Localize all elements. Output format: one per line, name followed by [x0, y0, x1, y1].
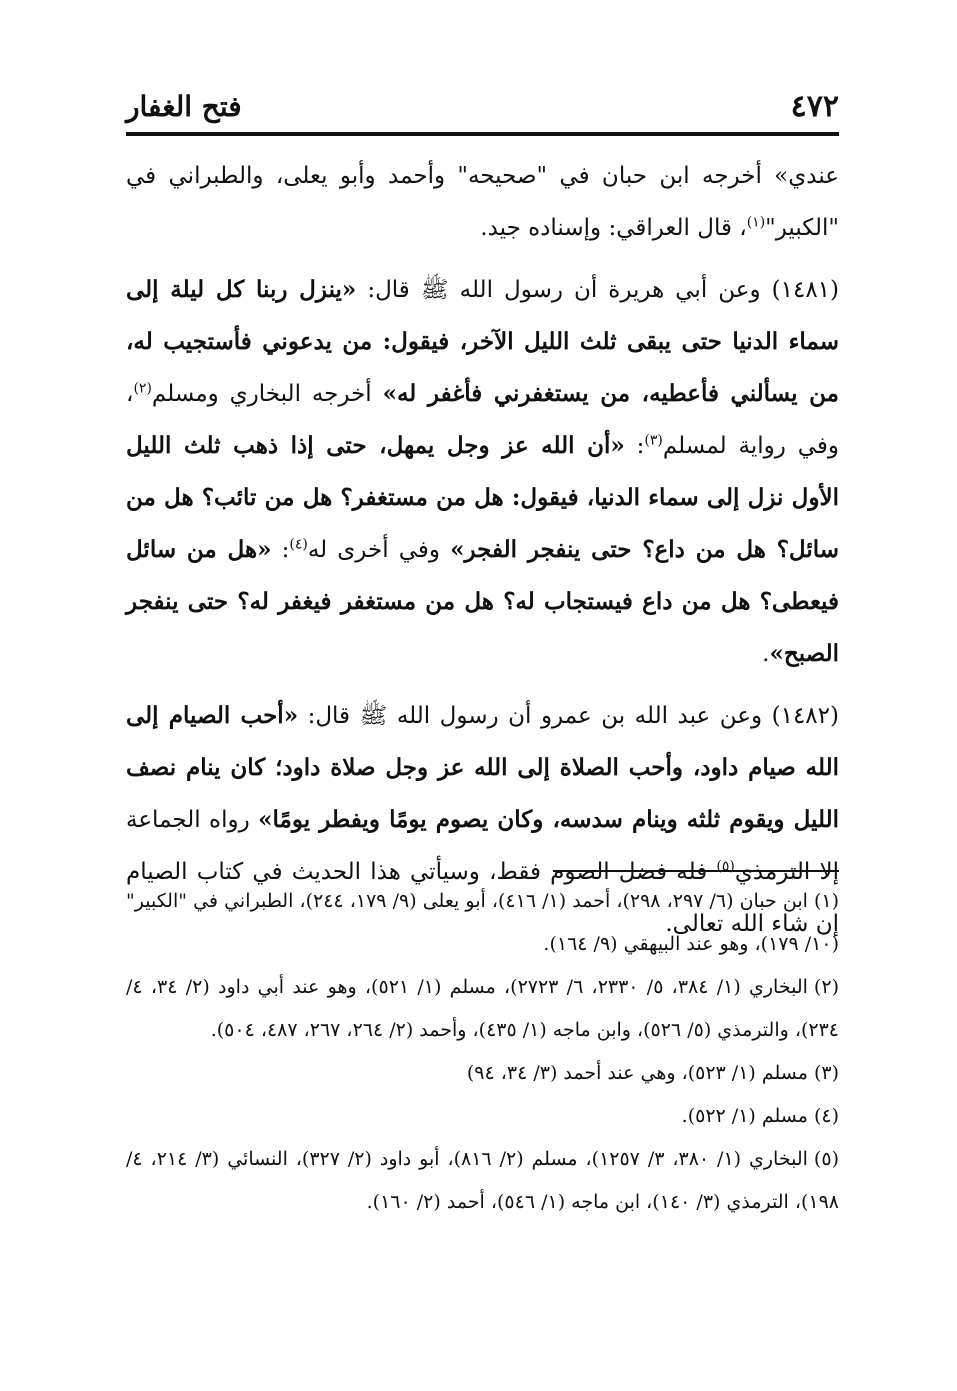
- text-run: أخرجه البخاري ومسلم: [151, 381, 383, 407]
- footnote-ref: (٣): [644, 432, 663, 449]
- footnote-ref: (٤): [289, 536, 308, 553]
- footnote-separator: [553, 870, 839, 872]
- hadith-number: (١٤٨١): [771, 277, 840, 303]
- footnote-number: (٤): [813, 1105, 839, 1127]
- text-run: عندي» أخرجه ابن حبان في "صحيحه" وأحمد وأبو يعلى، والطبراني في "الكبير": [126, 163, 839, 241]
- text-run: ، وفي رواية لمسلم: [126, 381, 839, 459]
- footnote-text: مسلم (١/ ٥٢٢).: [681, 1105, 808, 1127]
- hadith-matn: «ينزل ربنا كل ليلة إلى سماء الدنيا حتى يبقى ثلث الليل الآخر، فيقول: من يدعوني فأستجيب له، من يسألني فأعطيه، من يستغفرني فأغفر له»: [126, 276, 839, 407]
- footnote-4: [126, 1095, 839, 1138]
- main-text: [126, 150, 839, 950]
- hadith-matn: «أن الله عز وجل يمهل، حتى إذا ذهب ثلث الليل الأول نزل إلى سماء الدنيا، فيقول: هل من مستغفر؟ هل من تائب؟ هل من سائل؟ هل من داع؟ حتى ينفجر الفجر»: [126, 432, 839, 563]
- hadith-1481: [126, 264, 839, 680]
- text-run: وفي أخرى له: [307, 537, 451, 563]
- book-title: فتح الغفار: [126, 89, 242, 123]
- hadith-matn: «أحب الصيام إلى الله صيام داود، وأحب الصلاة إلى الله عز وجل صلاة داود؛ كان ينام نصف الليل ويقوم ثلثه وينام سدسه، وكان يصوم يومًا ويفطر يومًا»: [126, 702, 839, 833]
- hadith-matn: «هل من سائل فيعطى؟ هل من داع فيستجاب له؟ هل من مستغفر فيغفر له؟ حتى ينفجر الصبح»: [126, 536, 839, 667]
- header-rule: [126, 132, 839, 136]
- text-run: رواه الجماعة إلا الترمذي: [126, 807, 839, 885]
- footnote-text: مسلم (١/ ٥٢٣)، وهي عند أحمد (٣/ ٣٤، ٩٤): [466, 1062, 808, 1084]
- footnote-ref: (٢): [133, 380, 152, 397]
- footnote-ref: (١): [746, 214, 766, 231]
- footnote-number: (١): [813, 890, 839, 912]
- paragraph-continuation: [126, 150, 839, 254]
- text-run: فله فضل الصوم فقط، وسيأتي هذا الحديث في كتاب الصيام إن شاء الله تعالى.: [126, 859, 839, 937]
- text-run: ، قال العراقي: وإسناده جيد.: [480, 215, 747, 241]
- footnote-number: (٣): [813, 1062, 839, 1084]
- isnad: وعن عبد الله بن عمرو أن رسول الله ﷺ قال:: [298, 703, 772, 729]
- footnote-text: ابن حبان (٦/ ٢٩٧، ٢٩٨)، أحمد (١/ ٤١٦)، أبو يعلى (٩/ ١٧٩، ٢٤٤)، الطبراني في "الكبير" (١٠/ ١٧٩)، وهو عند البيهقي (٩/ ١٦٤).: [126, 890, 839, 955]
- page-number: ٤٧٢: [790, 88, 839, 124]
- footnotes: [126, 880, 839, 1224]
- footnote-text: البخاري (١/ ٣٨٤، ٥/ ٢٣٣٠، ٦/ ٢٧٢٣)، مسلم (١/ ٥٢١)، وهو عند أبي داود (٢/ ٣٤، ٤/ ٢٣٤)، والترمذي (٥/ ٥٢٦)، وابن ماجه (١/ ٤٣٥)، وأحمد (٢/ ٢٦٤، ٢٦٧، ٤٨٧، ٥٠٤).: [126, 976, 839, 1041]
- footnote-2: [126, 966, 839, 1052]
- running-header: [126, 78, 839, 134]
- hadith-number: (١٤٨٢): [771, 703, 839, 729]
- footnote-ref: (٥): [716, 858, 735, 875]
- footnote-text: البخاري (١/ ٣٨٠، ٣/ ١٢٥٧)، مسلم (٢/ ٨١٦)، أبو داود (٢/ ٣٢٧)، النسائي (٣/ ٢١٤، ٤/ ١٩٨)، الترمذي (٣/ ١٤٠)، ابن ماجه (١/ ٥٤٦)، أحمد (٢/ ١٦٠).: [126, 1148, 839, 1213]
- footnote-number: (٥): [813, 1148, 839, 1170]
- footnote-5: [126, 1138, 839, 1224]
- footnote-1: [126, 880, 839, 966]
- text-run: .: [762, 641, 770, 667]
- text-run: :: [271, 537, 290, 563]
- isnad: وعن أبي هريرة أن رسول الله ﷺ قال:: [356, 277, 772, 303]
- footnote-3: [126, 1052, 839, 1095]
- text-run: :: [624, 433, 645, 459]
- footnote-number: (٢): [813, 976, 839, 998]
